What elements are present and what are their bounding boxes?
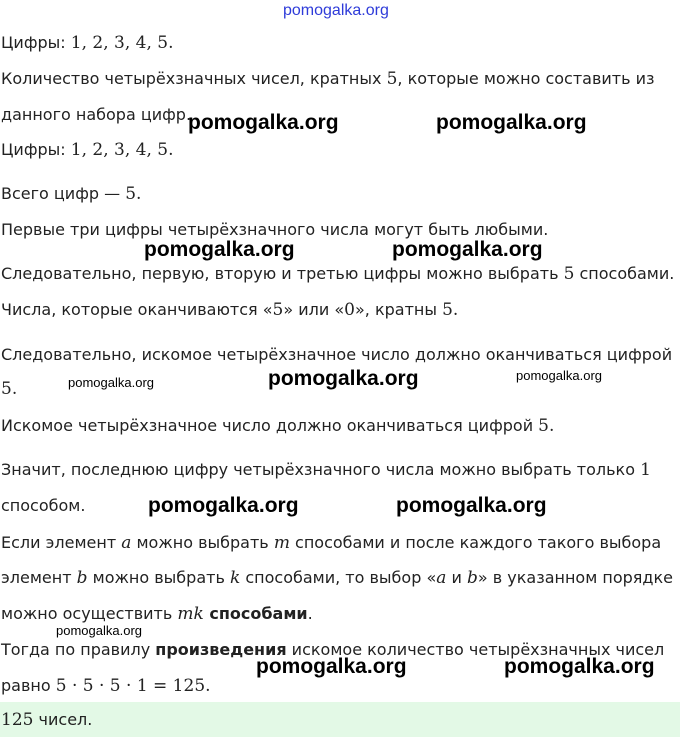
text-line-rule-3: можно осуществить mk способами. <box>1 604 313 624</box>
watermark: pomogalka.org <box>436 111 587 134</box>
text-line-digits: Цифры: 1, 2, 3, 4, 5. <box>1 33 174 53</box>
text-line-total-digits: Всего цифр — 5. <box>1 184 142 204</box>
watermark: pomogalka.org <box>188 111 339 134</box>
watermark: pomogalka.org <box>68 375 154 390</box>
watermark: pomogalka.org <box>268 367 419 390</box>
text-line-task-2: данного набора цифр. <box>1 105 192 124</box>
text-line-digits-repeat: Цифры: 1, 2, 3, 4, 5. <box>1 140 174 160</box>
text-line-must-end-1: Следовательно, искомое четырёхзначное число должно оканчиваться цифрой <box>1 345 673 364</box>
text-line-last-digit-2: способом. <box>1 496 86 515</box>
text-line-divisible: Числа, которые оканчиваются «5» или «0», кратны 5. <box>1 300 459 320</box>
watermark: pomogalka.org <box>504 655 655 678</box>
text-line-choose-five: Следовательно, первую, вторую и третью цифры можно выбрать 5 способами. <box>1 264 675 284</box>
text-line-task-1: Количество четырёхзначных чисел, кратных 5, которые можно составить из <box>1 69 655 89</box>
watermark: pomogalka.org <box>392 238 543 261</box>
watermark: pomogalka.org <box>56 623 142 638</box>
answer-text: 125 чисел. <box>1 710 93 730</box>
text-line-must-end-2: 5. <box>1 379 18 399</box>
text-line-last-digit-1: Значит, последнюю цифру четырёхзначного числа можно выбрать только 1 <box>1 460 651 480</box>
site-watermark-top: pomogalka.org <box>283 2 389 19</box>
text-line-product-rule-2: равно 5 · 5 · 5 · 1 = 125. <box>1 676 211 696</box>
watermark: pomogalka.org <box>256 655 407 678</box>
text-line-ends-with-five: Искомое четырёхзначное число должно оканчиваться цифрой 5. <box>1 416 555 436</box>
text-line-rule-2: элемент b можно выбрать k способами, то выбор «a и b» в указанном порядке <box>1 568 673 588</box>
text-line-rule-1: Если элемент a можно выбрать m способами и после каждого такого выбора <box>1 533 662 553</box>
text-line-product-rule-1: Тогда по правилу произведения искомое количество четырёхзначных чисел <box>1 640 665 659</box>
text-line-first-three: Первые три цифры четырёхзначного числа могут быть любыми. <box>1 220 549 239</box>
watermark: pomogalka.org <box>148 494 299 517</box>
answer-box <box>0 702 680 737</box>
watermark: pomogalka.org <box>396 494 547 517</box>
watermark: pomogalka.org <box>144 238 295 261</box>
watermark: pomogalka.org <box>516 368 602 383</box>
